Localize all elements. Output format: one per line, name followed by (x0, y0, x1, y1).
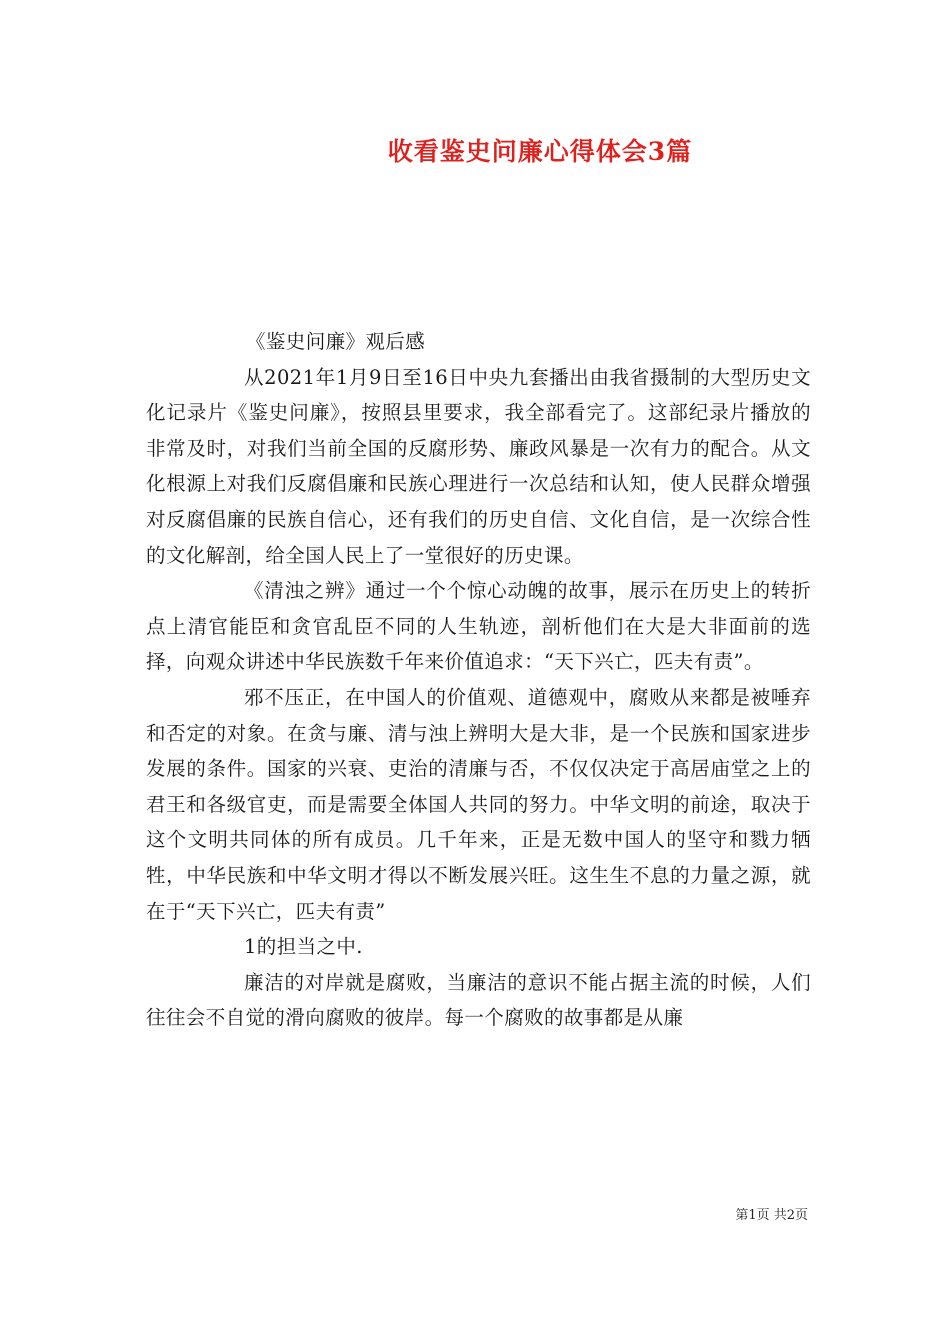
paragraph-5: 廉洁的对岸就是腐败，当廉洁的意识不能占据主流的时候，人们往往会不自觉的滑向腐败的彼岸。每一个腐败的故事都是从廉 (146, 970, 811, 1030)
document-subtitle: 《鉴史问廉》观后感 (246, 330, 426, 353)
paragraph-1: 从2021年1月9日至16日中央九套播出由我省摄制的大型历史文化记录片《鉴史问廉》，按照县里要求，我全部看完了。这部纪录片播放的非常及时，对我们当前全国的反腐形势、廉政风暴是一次有力的配合。从文化根源上对我们反腐倡廉和民族心理进行一次总结和认知，使人民群众增强对反腐倡廉的民族自信心，还有我们的历史自信、文化自信，是一次综合性的文化解剖，给全国人民上了一堂很好的历史课。 (146, 365, 811, 567)
page-number-footer: 第1页 共2页 (735, 1208, 808, 1223)
paragraph-2: 《清浊之辨》通过一个个惊心动魄的故事，展示在历史上的转折点上清官能臣和贪官乱臣不同的人生轨迹，剖析他们在大是大非面前的选择，向观众讲述中华民族数千年来价值追求：“天下兴亡，匹夫有责”。 (146, 579, 811, 674)
paragraph-4: 1的担当之中. (244, 935, 363, 959)
document-title: 收看鉴史问廉心得体会3篇 (387, 137, 693, 166)
document-body (146, 324, 811, 1036)
paragraph-3: 邪不压正，在中国人的价值观、道德观中，腐败从来都是被唾弃和否定的对象。在贪与廉、清与浊上辨明大是大非，是一个民族和国家进步发展的条件。国家的兴衰、吏治的清廉与否，不仅仅决定于高居庙堂之上的君王和各级官吏，而是需要全体国人共同的努力。中华文明的前途，取决于这个文明共同体的所有成员。几千年来，正是无数中国人的坚守和戮力牺牲，中华民族和中华文明才得以不断发展兴旺。这生生不息的力量之源，就在于“天下兴亡，匹夫有责” (146, 685, 811, 923)
